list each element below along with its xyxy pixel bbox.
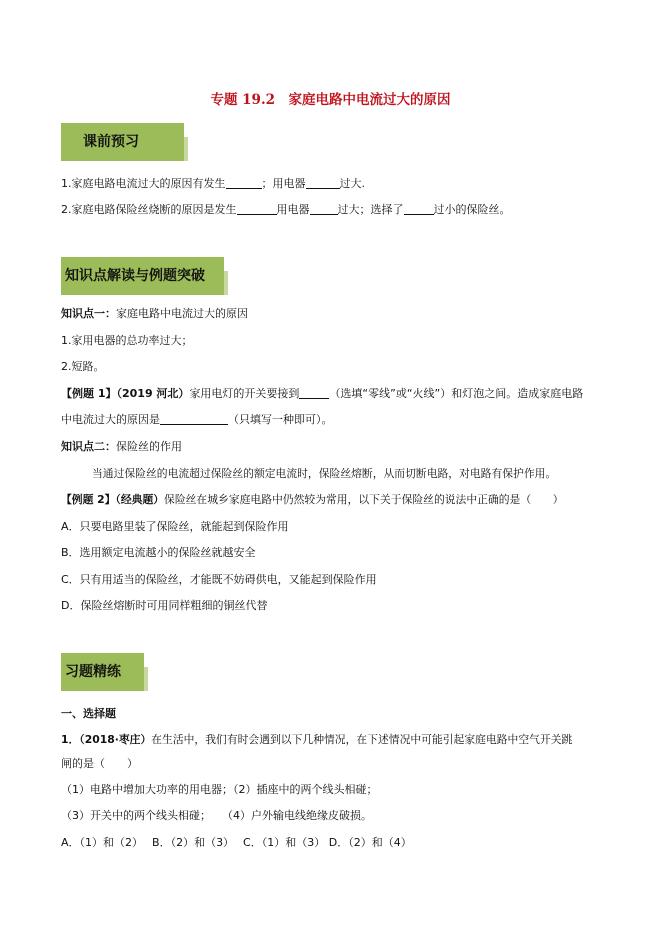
blank bbox=[310, 202, 338, 215]
blank bbox=[404, 202, 434, 215]
section-banner-practice bbox=[61, 653, 146, 691]
kp1-heading: 知识点一： bbox=[61, 307, 116, 320]
practice-question-1 bbox=[61, 733, 572, 747]
practice-q1-text: 在生活中，我们有时会遇到以下几种情况，在下述情况中可能引起家庭电路中空气开关跳 bbox=[151, 733, 573, 746]
section-banner-knowledge bbox=[61, 257, 226, 295]
example-1-text-b: （选填“零线”或“火线”）和灯泡之间。造成家庭电路 bbox=[329, 387, 584, 400]
example-2-option-a: A．只要电路里装了保险丝，就能起到保险作用 bbox=[61, 520, 289, 533]
example-2-text: 保险丝在城乡家庭电路中仍然较为常用，以下关于保险丝的说法中正确的是（ ） bbox=[164, 493, 564, 506]
example-1-line2-a: 中电流过大的原因是 bbox=[61, 413, 160, 426]
q2-text-c: 过大；选择了 bbox=[337, 203, 404, 216]
example-1-line-1 bbox=[61, 386, 583, 401]
kp2-heading: 知识点二： bbox=[61, 440, 116, 453]
kp1-item-1: 1.家用电器的总功率过大； bbox=[61, 334, 193, 347]
example-1-line-2 bbox=[61, 412, 333, 427]
practice-subsection: 一、选择题 bbox=[61, 707, 116, 720]
example-2-option-d: D．保险丝熔断时可用同样粗细的铜丝代替 bbox=[61, 599, 268, 612]
kp2-paragraph: 当通过保险丝的电流超过保险丝的额定电流时，保险丝熔断，从而切断电路，对电路有保护作用。 bbox=[92, 467, 557, 480]
practice-q1-item-a: （1）电路中增加大功率的用电器；（2）插座中的两个线头相碰； bbox=[61, 783, 378, 796]
blank bbox=[226, 176, 262, 189]
kp1-item-2: 2.短路。 bbox=[61, 360, 105, 373]
q1-text-a: 1.家庭电路电流过大的原因有发生 bbox=[61, 177, 226, 190]
example-1-line2-b: （只填写一种即可）。 bbox=[228, 413, 333, 426]
blank bbox=[306, 176, 340, 189]
practice-q1-heading: 1．（2018·枣庄） bbox=[61, 733, 152, 746]
section-title-knowledge: 知识点解读与例题突破 bbox=[65, 268, 205, 284]
q1-text-c: 过大. bbox=[339, 177, 365, 190]
practice-q1-options: A．（1）和（2） B．（2）和（3） C．（1）和（3） D．（2）和（4） bbox=[61, 836, 412, 849]
preview-question-2 bbox=[61, 202, 511, 217]
example-2-option-c: C．只有用适当的保险丝，才能既不妨碍供电，又能起到保险作用 bbox=[61, 573, 377, 586]
section-title-practice: 习题精练 bbox=[65, 664, 121, 680]
knowledge-point-1 bbox=[61, 307, 248, 321]
q1-text-b: ；用电器 bbox=[261, 177, 306, 190]
preview-question-1 bbox=[61, 176, 365, 191]
kp2-text: 保险丝的作用 bbox=[116, 440, 182, 453]
example-2-heading: 【例题 2】（经典题） bbox=[61, 493, 165, 506]
blank bbox=[299, 386, 329, 399]
knowledge-point-2 bbox=[61, 440, 182, 454]
practice-q1-item-b: （3）开关中的两个线头相碰； （4）户外输电线绝缘皮破损。 bbox=[61, 809, 372, 822]
example-1-text-a: 家用电灯的开关要接到 bbox=[189, 387, 300, 400]
example-2-option-b: B．选用额定电流越小的保险丝就越安全 bbox=[61, 546, 256, 559]
blank bbox=[237, 202, 277, 215]
kp1-text: 家庭电路中电流过大的原因 bbox=[116, 307, 248, 320]
section-banner-preview bbox=[61, 123, 186, 161]
q2-text-d: 过小的保险丝。 bbox=[433, 203, 511, 216]
section-title-preview: 课前预习 bbox=[83, 134, 139, 150]
practice-q1-text-2: 闸的是（ ） bbox=[61, 757, 138, 770]
example-2-line bbox=[61, 493, 564, 507]
example-1-heading: 【例题 1】（2019 河北） bbox=[61, 387, 190, 400]
q2-text-b: 用电器 bbox=[276, 203, 310, 216]
blank bbox=[160, 412, 228, 425]
q2-text-a: 2.家庭电路保险丝烧断的原因是发生 bbox=[61, 203, 237, 216]
document-title: 专题 19.2 家庭电路中电流过大的原因 bbox=[210, 92, 451, 108]
